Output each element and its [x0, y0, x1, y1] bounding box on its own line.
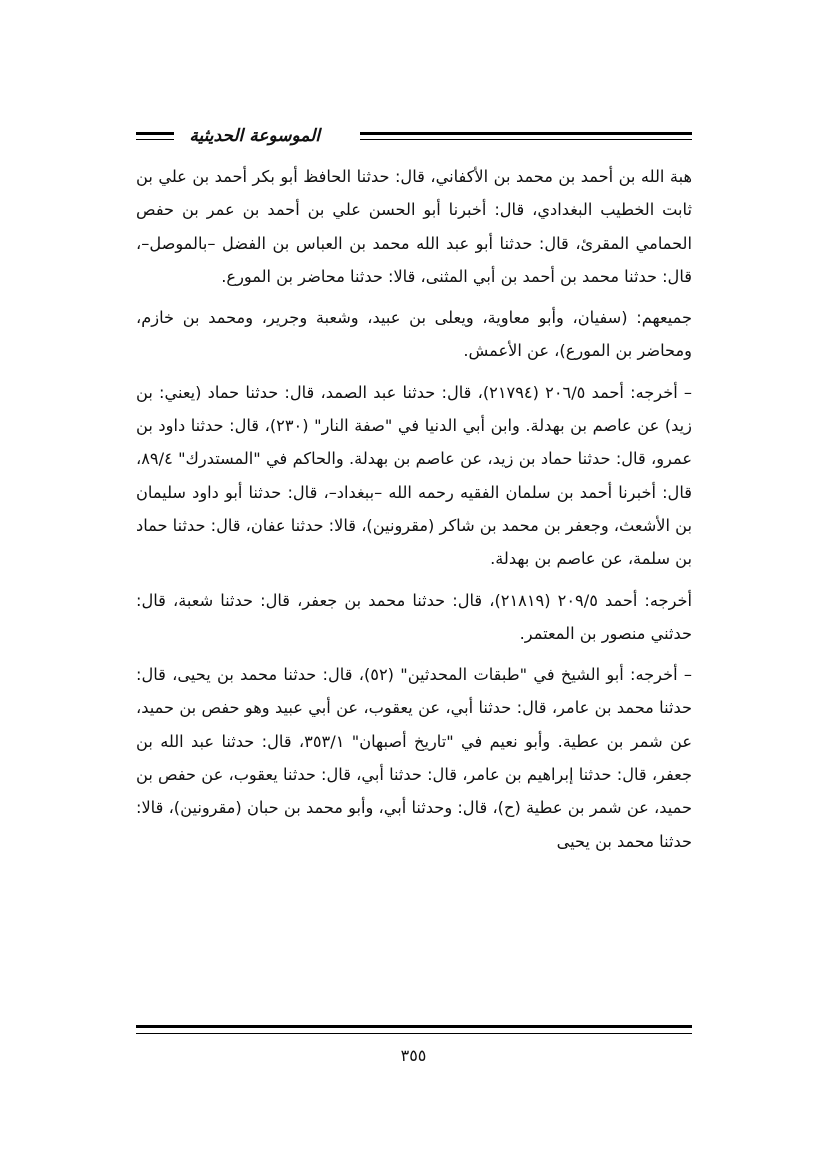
header-rule-left — [136, 132, 174, 140]
footer-rule — [136, 1025, 692, 1034]
paragraph: جميعهم: (سفيان، وأبو معاوية، ويعلى بن عبيد، وشعبة وجرير، ومحمد بن خازم، ومحاضر بن المورع)، عن الأعمش. — [136, 308, 692, 361]
paragraph: هبة الله بن أحمد بن محمد بن الأكفاني، قال: حدثنا الحافظ أبو بكر أحمد بن علي بن ثابت الخطيب البغدادي، قال: أخبرنا أبو الحسن علي بن أحمد بن عمر بن حفص الحمامي المقرئ، قال: حدثنا أبو عبد الله محمد بن العباس بن الفضل –بالموصل–، قال: حدثنا محمد بن أحمد بن أبي المثنى، قالا: حدثنا محاضر بن المورع. — [136, 167, 692, 286]
body-text — [136, 160, 692, 866]
paragraph: – أخرجه: أبو الشيخ في "طبقات المحدثين" (٥٢)، قال: حدثنا محمد بن يحيى، قال: حدثنا محمد بن عامر، قال: حدثنا أبي، عن يعقوب، عن أبي عبيد وهو حفص بن حميد، عن شمر بن عطية. وأبو نعيم في "تاريخ أصبهان" ٣٥٣/١، قال: حدثنا عبد الله بن جعفر، قال: حدثنا إبراهيم بن عامر، قال: حدثنا أبي، قال: حدثنا يعقوب، عن حفص بن حميد، عن شمر بن عطية (ح)، قال: وحدثنا أبي، وأبو محمد بن حبان (مقرونين)، قالا: حدثنا محمد بن يحيى — [136, 665, 693, 851]
header-rule-right — [360, 132, 692, 140]
page-number: ٣٥٥ — [400, 1046, 427, 1065]
paragraph: أخرجه: أحمد ٢٠٩/٥ (٢١٨١٩)، قال: حدثنا محمد بن جعفر، قال: حدثنا شعبة، قال: حدثني منصور بن المعتمر. — [136, 590, 692, 643]
header-title: الموسوعة الحديثية — [189, 126, 320, 146]
paragraph: – أخرجه: أحمد ٢٠٦/٥ (٢١٧٩٤)، قال: حدثنا عبد الصمد، قال: حدثنا حماد (يعني: بن زيد) عن عاصم بن بهدلة. وابن أبي الدنيا في "صفة النار" (٢٣٠)، قال: حدثنا داود بن عمرو، قال: حدثنا حماد بن زيد، عن عاصم بن بهدلة. والحاكم في "المستدرك" ٨٩/٤، قال: أخبرنا أحمد بن سلمان الفقيه رحمه الله –ببغداد–، قال: حدثنا أبو داود سليمان بن الأشعث، وجعفر بن محمد بن شاكر (مقرونين)، قالا: حدثنا عفان، قال: حدثنا حماد بن سلمة، عن عاصم بن بهدلة. — [136, 382, 692, 569]
running-header — [136, 124, 692, 150]
